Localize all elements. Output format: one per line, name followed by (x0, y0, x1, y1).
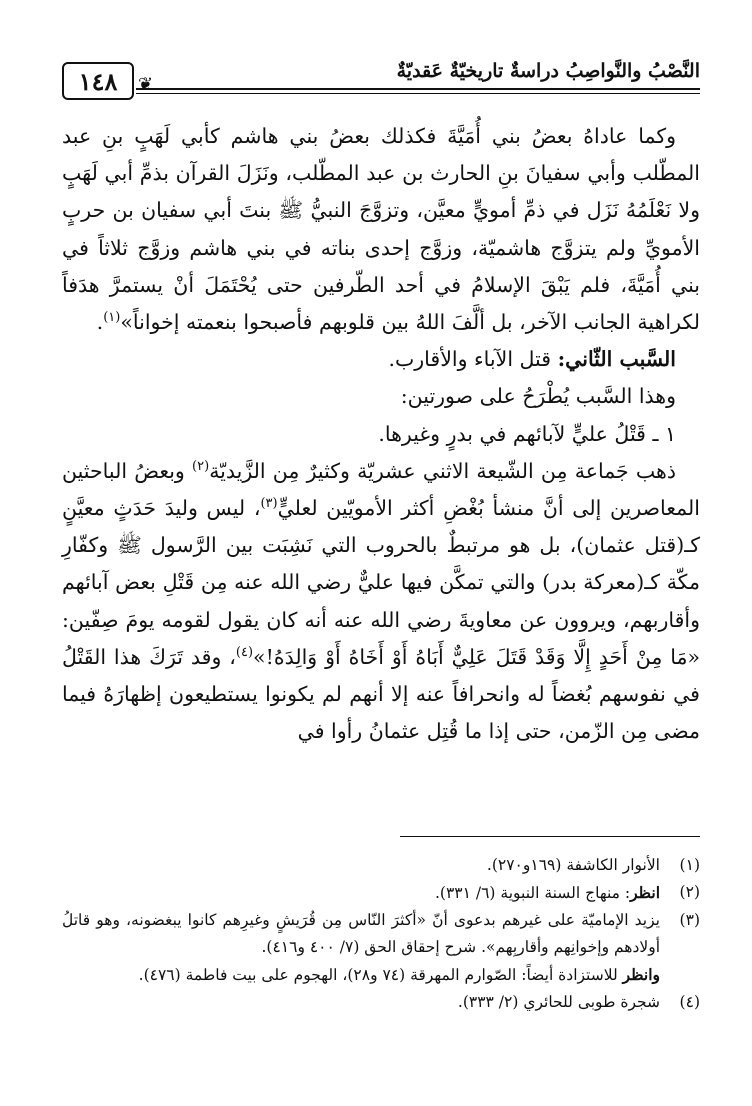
footnote-number: (٣) (679, 911, 700, 929)
section-heading (62, 341, 700, 378)
footnote-3 (62, 907, 700, 961)
paragraph-3-text-a: ذهب جَماعة مِن الشّيعة الاثني عشريّة وكثيرٌ مِن الزَّيديّة (209, 458, 676, 483)
footnote-ref-1: (١) (103, 310, 121, 326)
footnote-2 (62, 879, 700, 907)
footnote-bold-word: وانظر (622, 965, 660, 984)
footnote-1 (62, 852, 700, 879)
paragraph-1-end: . (96, 310, 104, 335)
footnote-4 (62, 989, 700, 1016)
footnote-text: الأنوار الكاشفة (١٦٩و٢٧٠). (486, 856, 660, 874)
footnote-text: للاستزادة أيضاً: الصّوارم المهرقة (٧٤ و٢٨)، الهجوم على بيت فاطمة (٤٧٦). (138, 966, 623, 984)
footnotes (62, 852, 700, 1016)
footnote-text: : منهاج السنة النبوية (٦/ ٣٣١). (434, 884, 631, 902)
ornament-icon: ❦ (138, 74, 154, 95)
section-heading-label: السَّبب الثّاني: (557, 347, 676, 372)
page-number: ١٤٨ (62, 62, 134, 100)
footnote-ref-4: (٤) (235, 645, 254, 661)
paragraph-1 (62, 118, 700, 341)
footnote-bold-word: انظر (630, 883, 660, 902)
footnote-text: يزيد الإماميّة على غيرهم بدعوى أنّ «أكثرَ النّاس مِن قُرَيشٍ وغيرِهم كانوا يبغضونه، وهو قاتلُ أولادهم وإخوانِهم وأقاربِهم». شرح إحقاق الحق (٧/ ٤٠٠ و٤١٦). (62, 911, 660, 956)
footnote-text-wrap (62, 879, 660, 907)
paragraph-3 (62, 453, 700, 751)
section-heading-text: قتل الآباء والأقارب. (388, 347, 552, 372)
header-rule (136, 88, 700, 94)
paragraph-3-text-d: ، وقد تَرَكَ هذا القَتْلُ في نفوسهم بُغضاً له وانحرافاً عنه إلا أنهم لم يكونوا يستطيعون إظهارَهُ فيما مضى مِن الزّمن، حتى إذا ما قُتِل عثمانُ رأوا في (62, 644, 700, 744)
paragraph-3-text-b: وبعضُ الباحثين المعاصرين إلى أنَّ منشأ بُغْضِ أكثر الأمويّين لعليٍّ (62, 458, 700, 521)
main-text (62, 118, 700, 750)
list-item-1: ١ ـ قَتْلُ عليٍّ لآبائهم في بدرٍ وغيرها. (378, 421, 676, 446)
running-title: النَّصْبُ والنَّواصِبُ دراسةٌ تاريخيّةٌ عَقديّةٌ (396, 60, 700, 82)
footnote-number: (١) (679, 856, 700, 874)
page-header (62, 52, 700, 112)
footnote-number: (٤) (679, 993, 700, 1011)
footnote-number: (٢) (679, 883, 700, 901)
footnote-3-continuation (62, 961, 700, 989)
paragraph-3-text-c: ، ليس وليدَ حَدَثٍ معيَّنٍ كـ(قتل عثمان)، بل هو مرتبطٌ بالحروب التي نَشِبَت بين الرَّسول ﷺ وكفّارِ مكّة كـ(معركة بدر) والتي تمكَّن فيها عليٌّ رضي الله عنه مِن قَتْلِ بعض آبائهم وأقاربهم، ويروون عن معاويةَ رضي الله عنه أنه كان يقول لقومه يومَ صِفّين: «مَا مِنْ أَحَدٍ إِلَّا وَقَدْ قَتَلَ عَلِيٌّ أَبَاهُ أَوْ أَخَاهُ أَوْ وَالِدَهُ!» (62, 496, 700, 669)
footnote-divider (400, 836, 700, 837)
footnote-ref-2: (٢) (192, 459, 210, 474)
footnote-text: شجرة طوبى للحائري (٢/ ٣٣٣). (457, 993, 660, 1011)
paragraph-1-text: وكما عاداهُ بعضُ بني أُمَيَّةَ فكذلك بعضُ بني هاشم كأبي لَهَبٍ بنِ عبد المطّلب وأبي سفيانَ بنِ الحارث بن عبد المطّلب، ونَزَلَ القرآن بذمِّ أبي لَهَبٍ ولا نَعْلَمُهُ نَزَل في ذمِّ أمويٍّ معيَّن، وتزوَّجَ النبيُّ ﷺ بنتَ أبي سفيان بن حربٍ الأمويِّ ولم يتزوَّج هاشميّة، وزوَّج إحدى بناته في بني هاشم وزوَّج ثلاثاً في بني أُمَيَّةَ، فلم يَبْقَ الإسلامُ في أحد الطّرفين حتى يُحْتَمَلَ أنْ يستمرَّ هدَفاً لكراهية الجانب الآخر، بل ألَّفَ اللهُ بين قلوبهم فأصبحوا بنعمته إخواناً» (62, 124, 700, 335)
paragraph-2: وهذا السَّبب يُطْرَحُ على صورتين: (400, 384, 676, 409)
footnote-ref-3: (٣) (260, 496, 278, 512)
